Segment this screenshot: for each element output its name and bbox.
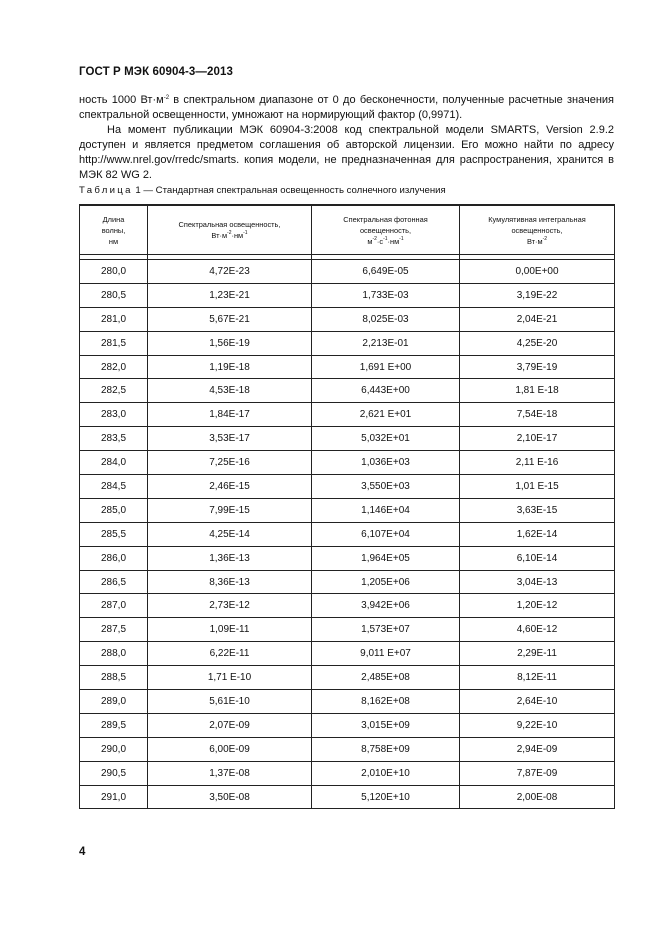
table-cell: 1,691 E+00 bbox=[312, 355, 460, 379]
table-cell: 7,54E-18 bbox=[460, 403, 615, 427]
table-cell: 282,5 bbox=[80, 379, 148, 403]
paragraph-smarts bbox=[79, 123, 614, 183]
table-cell: 289,5 bbox=[80, 713, 148, 737]
table-cell: 6,00E-09 bbox=[148, 737, 312, 761]
table-cell: 6,107E+04 bbox=[312, 522, 460, 546]
col-header-cumulative bbox=[460, 205, 615, 255]
table-cell: 8,36E-13 bbox=[148, 570, 312, 594]
table-cell: 2,485E+08 bbox=[312, 666, 460, 690]
table-cell: 1,19E-18 bbox=[148, 355, 312, 379]
table-cell: 4,25E-14 bbox=[148, 522, 312, 546]
table-cell: 281,5 bbox=[80, 331, 148, 355]
col3-unit-a: м bbox=[367, 236, 373, 246]
table-row bbox=[80, 475, 615, 499]
col1-line3: нм bbox=[108, 236, 119, 246]
col2-line1: Спектральная освещенность, bbox=[178, 220, 281, 229]
table-cell: 286,5 bbox=[80, 570, 148, 594]
table-row bbox=[80, 283, 615, 307]
table-row bbox=[80, 331, 615, 355]
table-cell: 284,0 bbox=[80, 451, 148, 475]
table-cell: 284,5 bbox=[80, 475, 148, 499]
table-cell: 290,5 bbox=[80, 761, 148, 785]
table-cell: 2,00E-08 bbox=[460, 785, 615, 809]
table-cell: 289,0 bbox=[80, 690, 148, 714]
caption-number: 1 bbox=[135, 185, 141, 196]
table-row bbox=[80, 737, 615, 761]
table-cell: 283,5 bbox=[80, 427, 148, 451]
table-cell: 8,12E-11 bbox=[460, 666, 615, 690]
table-row bbox=[80, 498, 615, 522]
col3-unit-c: ·нм bbox=[387, 236, 400, 246]
table-cell: 1,20E-12 bbox=[460, 594, 615, 618]
table-cell: 3,50E-08 bbox=[148, 785, 312, 809]
table-cell: 1,56E-19 bbox=[148, 331, 312, 355]
table-row bbox=[80, 546, 615, 570]
table-cell: 291,0 bbox=[80, 785, 148, 809]
col3-sup1: -2 bbox=[372, 235, 377, 242]
table-cell: 2,10E-17 bbox=[460, 427, 615, 451]
table-row bbox=[80, 594, 615, 618]
para1-text-b: в спектральном диапазоне от 0 до бесконечности, полученные расчетные значения спектральной освещенности, умножают на нормирующий фактор (0,9971). bbox=[79, 94, 615, 121]
table-cell: 1,37E-08 bbox=[148, 761, 312, 785]
table-cell: 3,19E-22 bbox=[460, 283, 615, 307]
col4-line2: освещенность, bbox=[511, 225, 563, 235]
paragraph-continuation bbox=[79, 93, 614, 123]
table-row bbox=[80, 522, 615, 546]
col2-sup1: -2 bbox=[227, 230, 232, 236]
table-cell: 1,573E+07 bbox=[312, 618, 460, 642]
table-row bbox=[80, 427, 615, 451]
table-cell: 6,22E-11 bbox=[148, 642, 312, 666]
table-cell: 1,733E-03 bbox=[312, 283, 460, 307]
table-cell: 287,5 bbox=[80, 618, 148, 642]
col1-line1: Длина bbox=[102, 214, 125, 224]
table-cell: 7,87E-09 bbox=[460, 761, 615, 785]
table-cell: 1,36E-13 bbox=[148, 546, 312, 570]
table-row bbox=[80, 379, 615, 403]
table-cell: 2,213E-01 bbox=[312, 331, 460, 355]
col-header-wavelength bbox=[80, 205, 148, 255]
col3-sup3: -1 bbox=[399, 235, 404, 242]
table-cell: 2,94E-09 bbox=[460, 737, 615, 761]
table-cell: 7,25E-16 bbox=[148, 451, 312, 475]
table-cell: 286,0 bbox=[80, 546, 148, 570]
table-cell: 281,0 bbox=[80, 307, 148, 331]
table-cell: 2,64E-10 bbox=[460, 690, 615, 714]
table-cell: 282,0 bbox=[80, 355, 148, 379]
table-cell: 1,81 E-18 bbox=[460, 379, 615, 403]
col3-line2: освещенность, bbox=[359, 225, 412, 235]
table-cell: 290,0 bbox=[80, 737, 148, 761]
table-cell: 2,04E-21 bbox=[460, 307, 615, 331]
table-row bbox=[80, 570, 615, 594]
caption-text: — Стандартная спектральная освещенность солнечного излучения bbox=[140, 185, 446, 196]
col3-unit-b: ·с bbox=[376, 236, 384, 246]
table-cell: 5,67E-21 bbox=[148, 307, 312, 331]
table-cell: 3,015E+09 bbox=[312, 713, 460, 737]
page-number: 4 bbox=[79, 846, 86, 858]
table-cell: 7,99E-15 bbox=[148, 498, 312, 522]
table-cell: 6,443E+00 bbox=[312, 379, 460, 403]
table-cell: 2,29E-11 bbox=[460, 642, 615, 666]
document-header: ГОСТ Р МЭК 60904-3—2013 bbox=[79, 66, 233, 78]
table-row bbox=[80, 618, 615, 642]
table-cell: 287,0 bbox=[80, 594, 148, 618]
table-cell: 1,01 E-15 bbox=[460, 475, 615, 499]
table-cell: 3,79E-19 bbox=[460, 355, 615, 379]
col2-sup2: -1 bbox=[243, 230, 248, 236]
spectral-table bbox=[79, 204, 615, 809]
table-cell: 288,0 bbox=[80, 642, 148, 666]
table-caption bbox=[79, 185, 446, 196]
table-cell: 2,73E-12 bbox=[148, 594, 312, 618]
table-row bbox=[80, 451, 615, 475]
table-cell: 6,10E-14 bbox=[460, 546, 615, 570]
table-cell: 0,00E+00 bbox=[460, 260, 615, 284]
table-cell: 9,011 E+07 bbox=[312, 642, 460, 666]
table-cell: 6,649E-05 bbox=[312, 260, 460, 284]
table-cell: 8,025E-03 bbox=[312, 307, 460, 331]
table-cell: 1,205E+06 bbox=[312, 570, 460, 594]
table-row bbox=[80, 260, 615, 284]
table-cell: 2,621 E+01 bbox=[312, 403, 460, 427]
table-header-row bbox=[80, 205, 615, 255]
para1-text-a: ность 1000 Вт·м bbox=[79, 94, 164, 106]
table-cell: 1,71 E-10 bbox=[148, 666, 312, 690]
table-cell: 3,63E-15 bbox=[460, 498, 615, 522]
table-cell: 4,72E-23 bbox=[148, 260, 312, 284]
col3-line1: Спектральная фотонная bbox=[343, 214, 428, 224]
table-row bbox=[80, 355, 615, 379]
table-row bbox=[80, 666, 615, 690]
table-cell: 5,032E+01 bbox=[312, 427, 460, 451]
table-cell: 285,5 bbox=[80, 522, 148, 546]
table-cell: 9,22E-10 bbox=[460, 713, 615, 737]
table-cell: 1,62E-14 bbox=[460, 522, 615, 546]
col-header-irradiance bbox=[148, 205, 312, 255]
table-cell: 2,11 E-16 bbox=[460, 451, 615, 475]
table-cell: 3,942E+06 bbox=[312, 594, 460, 618]
table-row bbox=[80, 307, 615, 331]
table-row bbox=[80, 761, 615, 785]
table-row bbox=[80, 785, 615, 809]
table-cell: 4,53E-18 bbox=[148, 379, 312, 403]
col2-unit-b: ·нм bbox=[231, 231, 244, 240]
table-cell: 3,53E-17 bbox=[148, 427, 312, 451]
table-row bbox=[80, 713, 615, 737]
col4-line1: Кумулятивная интегральная bbox=[488, 214, 586, 224]
table-cell: 1,23E-21 bbox=[148, 283, 312, 307]
col4-sup1: -2 bbox=[542, 235, 548, 242]
table-row bbox=[80, 403, 615, 427]
table-cell: 1,84E-17 bbox=[148, 403, 312, 427]
table-row bbox=[80, 690, 615, 714]
table-cell: 285,0 bbox=[80, 498, 148, 522]
table-cell: 2,010E+10 bbox=[312, 761, 460, 785]
table-cell: 1,964E+05 bbox=[312, 546, 460, 570]
table-cell: 1,09E-11 bbox=[148, 618, 312, 642]
caption-label: Таблица bbox=[79, 185, 133, 196]
table-cell: 4,60E-12 bbox=[460, 618, 615, 642]
table-cell: 8,758E+09 bbox=[312, 737, 460, 761]
table-row bbox=[80, 642, 615, 666]
table-cell: 8,162E+08 bbox=[312, 690, 460, 714]
col-header-photon bbox=[312, 205, 460, 255]
col4-unit-a: Вт·м bbox=[526, 236, 543, 246]
table-cell: 4,25E-20 bbox=[460, 331, 615, 355]
table-cell: 2,46E-15 bbox=[148, 475, 312, 499]
table-cell: 2,07E-09 bbox=[148, 713, 312, 737]
para2-text: На момент публикации МЭК 60904-3:2008 код спектральной модели SMARTS, Version 2.9.2 доступен и является предметом соглашения об авторской лицензии. Его можно найти по адресу http://www.nrel.gov/rredc/smarts. копия модели, не предназначенная для распространения, хранится в МЭК 82 WG 2. bbox=[79, 124, 614, 181]
table-cell: 1,146E+04 bbox=[312, 498, 460, 522]
col1-line2: волны, bbox=[101, 225, 126, 235]
table-cell: 288,5 bbox=[80, 666, 148, 690]
para1-superscript: -2 bbox=[163, 95, 170, 101]
col3-sup2: -1 bbox=[383, 235, 388, 242]
table-body bbox=[80, 260, 615, 809]
table-cell: 3,04E-13 bbox=[460, 570, 615, 594]
table-cell: 5,61E-10 bbox=[148, 690, 312, 714]
table-cell: 280,5 bbox=[80, 283, 148, 307]
table-cell: 280,0 bbox=[80, 260, 148, 284]
table-cell: 3,550E+03 bbox=[312, 475, 460, 499]
table-cell: 1,036E+03 bbox=[312, 451, 460, 475]
table-cell: 5,120E+10 bbox=[312, 785, 460, 809]
col2-unit-a: Вт·м bbox=[211, 231, 228, 240]
table-cell: 283,0 bbox=[80, 403, 148, 427]
